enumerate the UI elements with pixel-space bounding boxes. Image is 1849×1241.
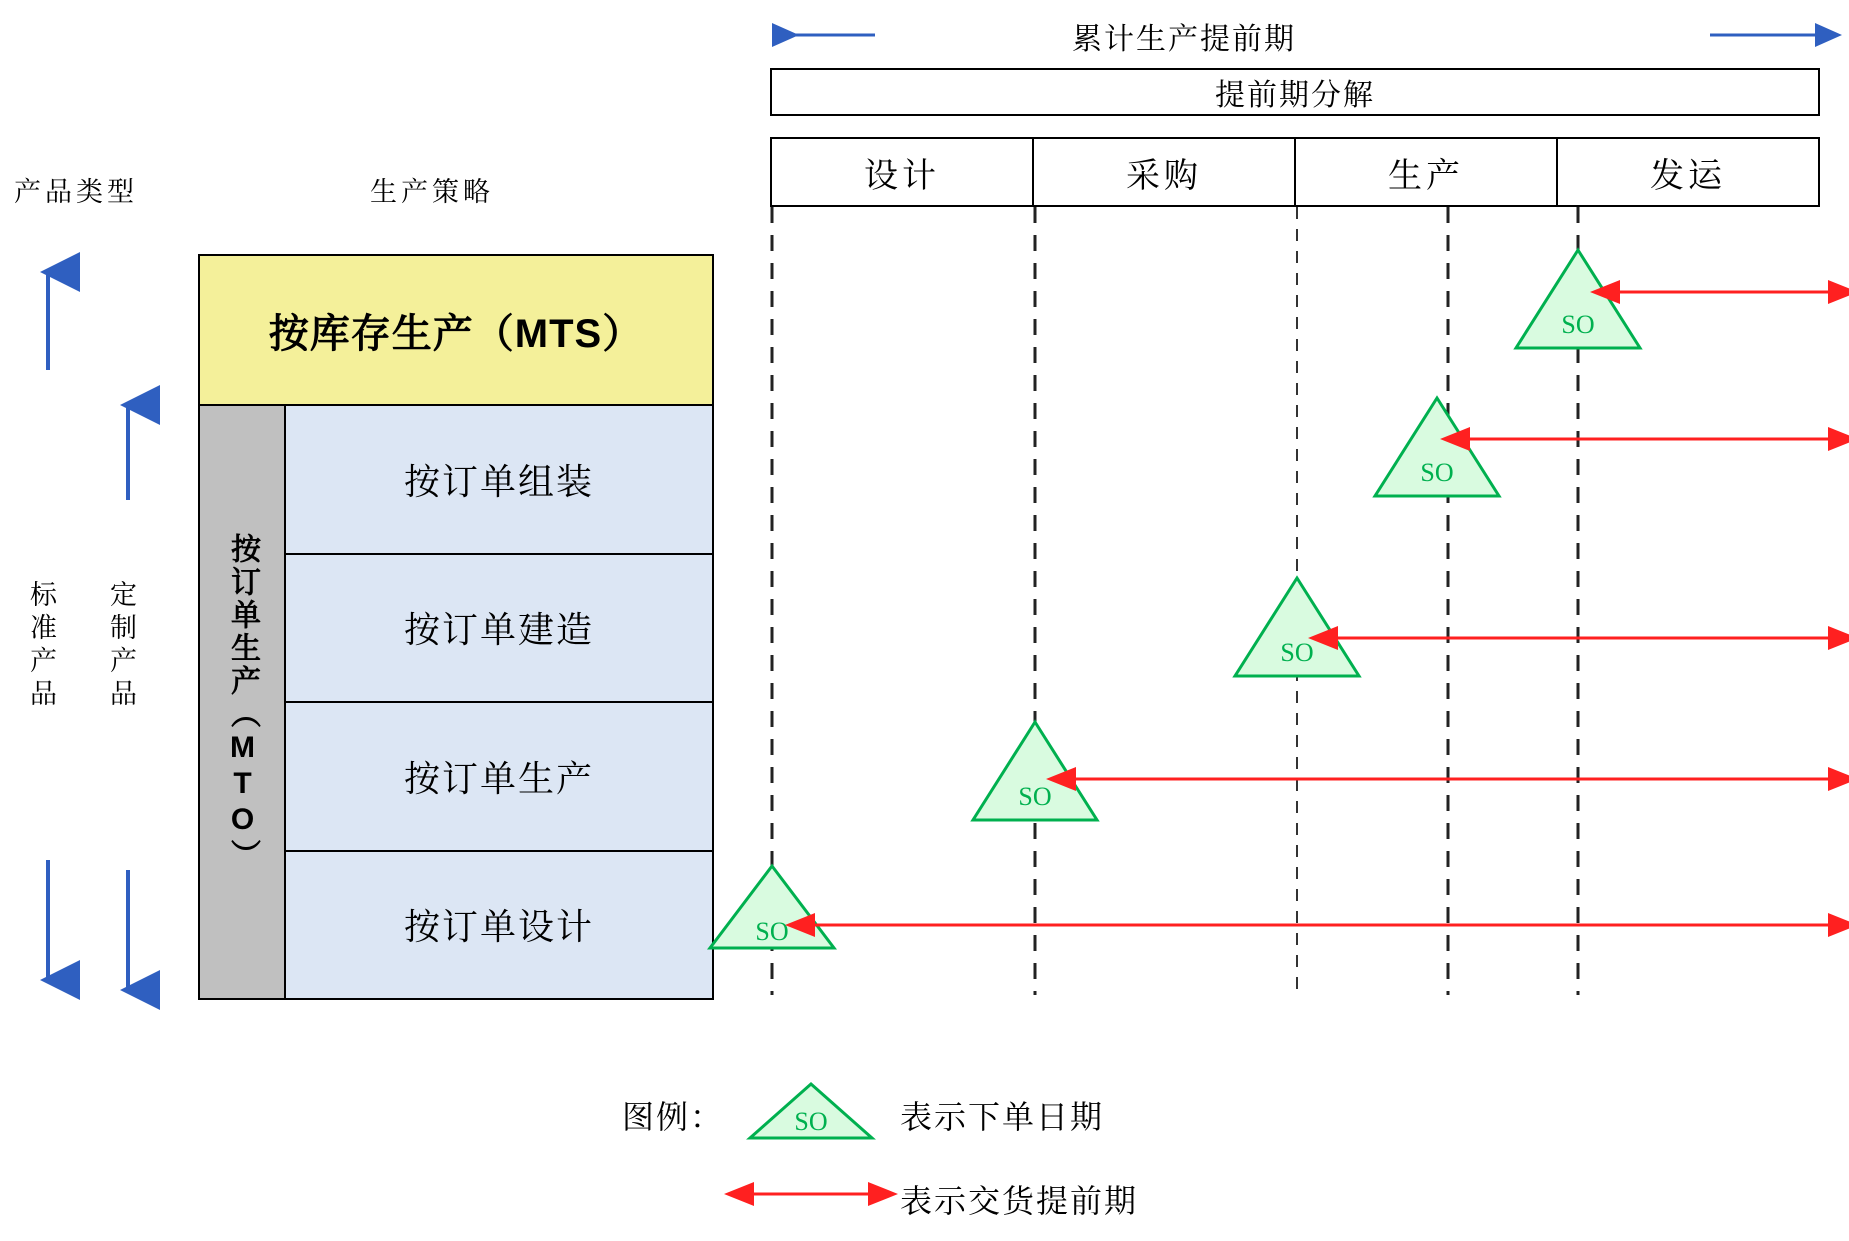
row-make-to-stock: 按库存生产（MTS）	[200, 256, 712, 406]
so-marker-eto-label: SO	[755, 917, 789, 946]
row-build-to-order: 按订单建造	[286, 555, 712, 704]
phase-cell-procurement: 采购	[1034, 139, 1296, 205]
so-marker-mts-label: SO	[1561, 310, 1595, 339]
mto-side-label: 按订单生产（MTO）	[200, 406, 286, 998]
legend-so-meaning: 表示下单日期	[900, 1099, 1105, 1135]
leadtime-decomposition-box: 提前期分解	[770, 68, 1820, 116]
so-marker-mto-label: SO	[1018, 782, 1052, 811]
standard-product-label: 标准产品	[26, 580, 56, 712]
phase-cell-design: 设计	[772, 139, 1034, 205]
cumulative-leadtime-label: 累计生产提前期	[1072, 23, 1296, 56]
legend-so-icon-label: SO	[794, 1107, 828, 1136]
product-type-axis-title: 产品类型	[14, 177, 138, 207]
legend-arrow-meaning: 表示交货提前期	[900, 1183, 1139, 1219]
row-engineer-to-order: 按订单设计	[286, 852, 712, 999]
legend-title: 图例：	[622, 1099, 725, 1135]
custom-product-label: 定制产品	[106, 580, 136, 712]
legend-so-icon	[748, 1080, 878, 1142]
legend-arrow-icon	[740, 1176, 890, 1212]
strategy-header: 生产策略	[370, 177, 494, 207]
row-make-to-order: 按订单生产	[286, 703, 712, 852]
so-marker-bto-label: SO	[1280, 638, 1314, 667]
row-assemble-to-order: 按订单组装	[286, 406, 712, 555]
phase-cell-shipping: 发运	[1650, 156, 1726, 195]
phase-cell-production: 生产	[1296, 139, 1558, 205]
so-marker-ato-label: SO	[1420, 458, 1454, 487]
